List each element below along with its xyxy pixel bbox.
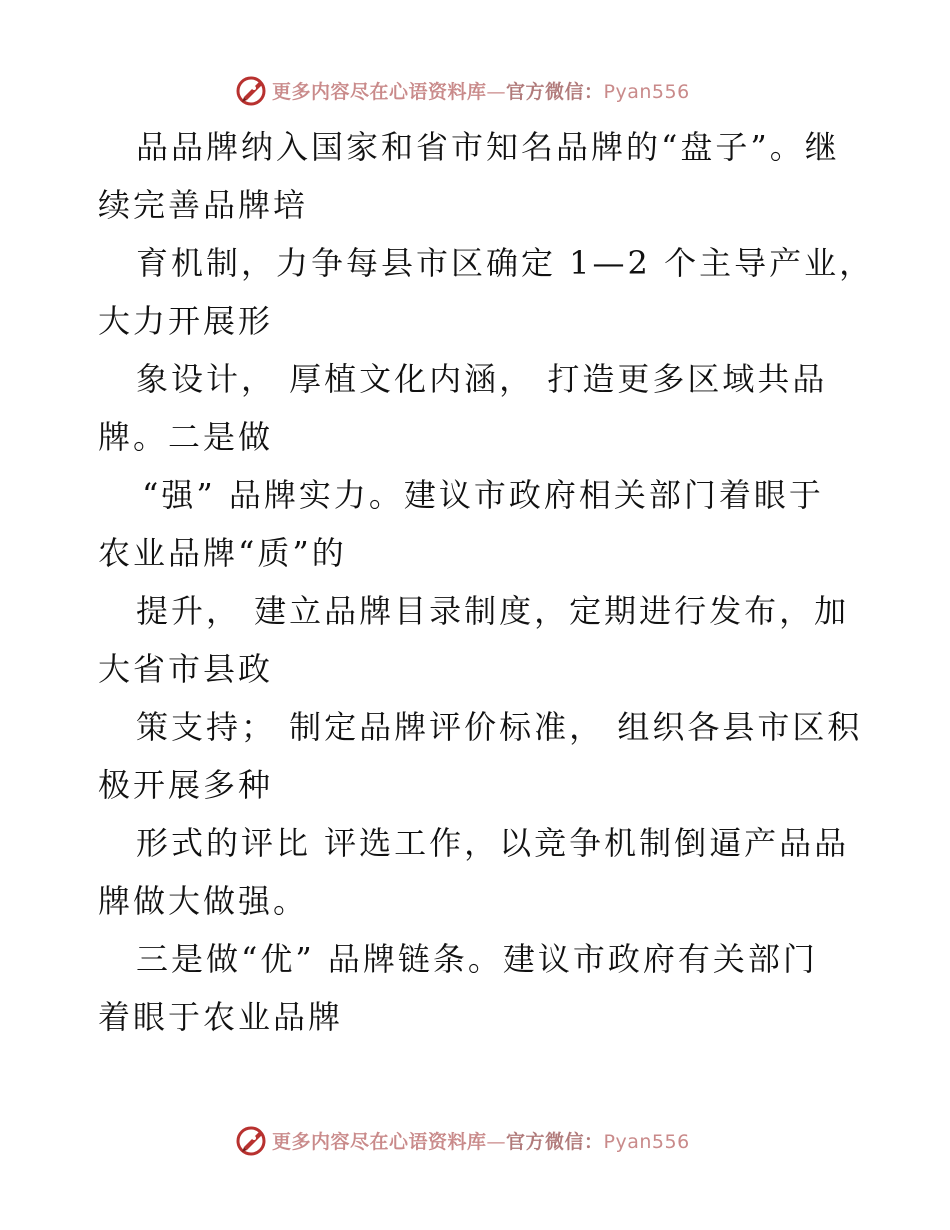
body-line-10: 大省市县政 — [98, 650, 274, 688]
header-banner-text — [272, 77, 690, 104]
footer-banner — [0, 1120, 950, 1160]
body-line-12: 极开展多种 — [98, 766, 274, 804]
footer-banner-inner — [234, 1120, 690, 1160]
body-line-8: 农业品牌“质”的 — [98, 534, 347, 572]
footer-banner-wechat-id: Pyan556 — [603, 1130, 690, 1153]
body-line-15: 三是做“优” 品牌链条。建议市政府有关部门 — [136, 940, 818, 978]
header-banner — [0, 70, 950, 110]
body-line-6: 牌。二是做 — [98, 418, 274, 456]
body-line-14: 牌做大做强。 — [98, 882, 309, 920]
footer-banner-main: 更多内容尽在心语资料库 — [272, 1130, 487, 1153]
pen-nib-logo-icon — [234, 1123, 268, 1157]
body-line-11: 策支持； 制定品牌评价标准， 组织各县市区积 — [136, 708, 863, 746]
header-banner-official: 官方微信： — [506, 80, 604, 103]
body-line-3: 育机制，力争每县市区确定 1—2 个主导产业， — [136, 244, 875, 282]
body-line-1: 品品牌纳入国家和省市知名品牌的“盘子”。继 — [136, 128, 840, 166]
body-line-4: 大力开展形 — [98, 302, 274, 340]
footer-banner-text — [272, 1127, 690, 1154]
body-line-7: “强” 品牌实力。建议市政府相关部门着眼于 — [142, 476, 824, 514]
header-banner-inner — [234, 70, 690, 110]
footer-banner-dash: — — [486, 1130, 507, 1153]
body-line-5: 象设计， 厚植文化内涵， 打造更多区域共品 — [136, 360, 828, 398]
header-banner-wechat-id: Pyan556 — [603, 80, 690, 103]
pen-nib-logo-icon — [234, 73, 268, 107]
footer-banner-official: 官方微信： — [506, 1130, 604, 1153]
body-line-13: 形式的评比 评选工作，以竞争机制倒逼产品品 — [136, 824, 850, 862]
body-line-2: 续完善品牌培 — [98, 186, 309, 224]
body-line-16: 着眼于农业品牌 — [98, 998, 344, 1036]
header-banner-dash: — — [486, 80, 507, 103]
body-line-9: 提升， 建立品牌目录制度，定期进行发布，加 — [136, 592, 850, 630]
header-banner-main: 更多内容尽在心语资料库 — [272, 80, 487, 103]
